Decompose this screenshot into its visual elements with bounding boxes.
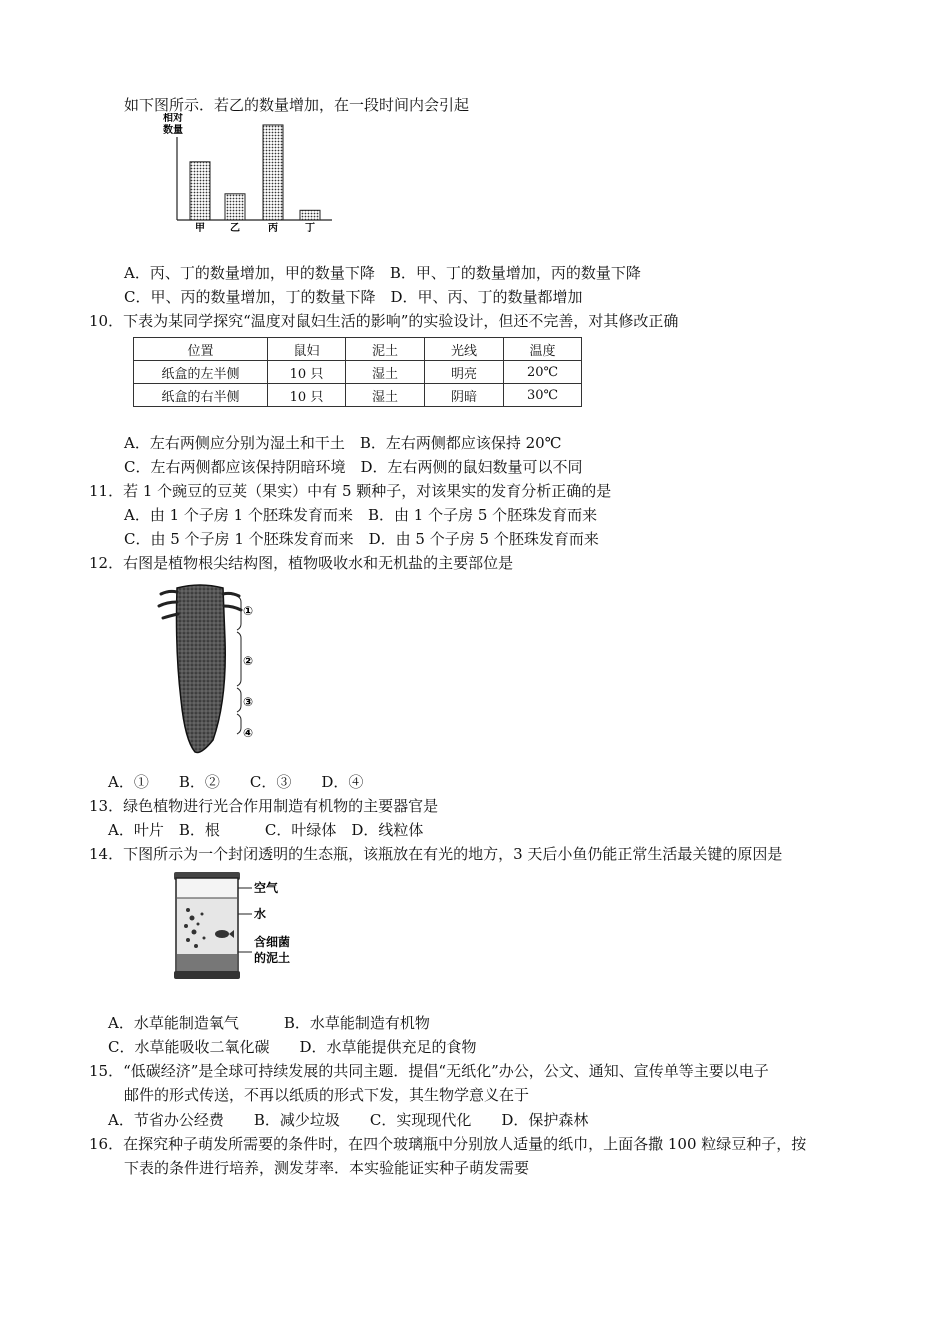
q13-options: A．叶片 B．根 C．叶绿体 D．线粒体	[108, 821, 424, 839]
table-header: 位置	[134, 338, 268, 361]
q16-number: 16．	[89, 1135, 124, 1153]
table-cell: 纸盒的右半侧	[134, 384, 268, 407]
table-header-row	[134, 338, 582, 361]
q10-number: 10．	[89, 312, 124, 330]
root-label-2: ②	[243, 654, 254, 668]
q15-question	[89, 1061, 769, 1081]
q12-number: 12．	[89, 554, 124, 572]
table-header: 鼠妇	[268, 338, 346, 361]
table-cell: 明亮	[425, 361, 504, 384]
table-cell: 20℃	[504, 361, 582, 384]
q11-question	[89, 481, 611, 501]
q10-option-line-1: A．左右两侧应分别为湿土和干土 B．左右两侧都应该保持 20℃	[124, 434, 562, 452]
q11-stem: 若 1 个豌豆的豆荚（果实）中有 5 颗种子，对该果实的发育分析正确的是	[123, 482, 612, 500]
q15-options: A．节省办公经费 B．减少垃圾 C．实现现代化 D．保护森林	[108, 1111, 589, 1129]
q10-question	[89, 311, 678, 331]
table-header: 泥土	[346, 338, 425, 361]
q16-stem-line-2: 下表的条件进行培养，测发芽率．本实验能证实种子萌发需要	[124, 1159, 530, 1177]
q12-question	[89, 553, 513, 573]
q12-options: A．① B．② C．③ D．④	[108, 773, 364, 791]
jar-label-soil-2: 的泥土	[254, 951, 291, 965]
q9-stem: 如下图所示．若乙的数量增加，在一段时间内会引起	[124, 96, 470, 114]
x-tick-label: 乙	[230, 223, 240, 233]
table-cell: 阴暗	[425, 384, 504, 407]
experiment-table	[133, 337, 582, 407]
fish-icon	[215, 930, 229, 938]
root-tip-body	[177, 585, 226, 753]
zone-bracket-2	[237, 632, 241, 686]
table-cell: 纸盒的左半侧	[134, 361, 268, 384]
q13-question	[89, 796, 438, 816]
q14-stem: 下图所示为一个封闭透明的生态瓶，该瓶放在有光的地方，3 天后小鱼仍能正常生活最关键的原因是	[123, 845, 783, 863]
table-row	[134, 384, 582, 407]
root-label-3: ③	[243, 695, 254, 709]
q11-option-line-1: A．由 1 个子房 1 个胚珠发育而来 B．由 1 个子房 5 个胚珠发育而来	[124, 506, 598, 524]
bottle-base	[174, 971, 240, 979]
table-cell: 湿土	[346, 384, 425, 407]
zone-bracket-1	[237, 596, 241, 630]
q13-stem: 绿色植物进行光合作用制造有机物的主要器官是	[123, 797, 439, 815]
x-tick-label: 甲	[195, 223, 205, 233]
x-tick-label: 丙	[268, 223, 278, 233]
q16-stem-line-1: 在探究种子萌发所需要的条件时，在四个玻璃瓶中分别放人适量的纸巾，上面各撒 100 粒绿豆种子，按	[123, 1135, 807, 1153]
table-header: 温度	[504, 338, 582, 361]
bar-丁	[300, 210, 320, 220]
q13-number: 13．	[89, 797, 124, 815]
table-cell: 30℃	[504, 384, 582, 407]
chart-ylabel-1: 相对	[163, 113, 183, 124]
table-header: 光线	[425, 338, 504, 361]
table-row	[134, 361, 582, 384]
root-label-4: ④	[243, 726, 254, 740]
table-cell: 10 只	[268, 384, 346, 407]
q9-option-line-1: A．丙、丁的数量增加，甲的数量下降 B．甲、丁的数量增加，丙的数量下降	[124, 264, 641, 282]
root-label-1: ①	[243, 604, 254, 618]
q14-option-line-2: C．水草能吸收二氧化碳 D．水草能提供充足的食物	[108, 1038, 477, 1056]
q16-question	[89, 1134, 806, 1154]
zone-bracket-3	[237, 688, 241, 712]
ecosystem-bottle-diagram	[168, 868, 298, 983]
bar-丙	[263, 125, 283, 220]
q11-option-line-2: C．由 5 个子房 1 个胚珠发育而来 D．由 5 个子房 5 个胚珠发育而来	[124, 530, 599, 548]
x-tick-label: 丁	[305, 223, 315, 233]
root-tip-diagram	[155, 580, 265, 760]
bar-乙	[225, 194, 245, 220]
q14-question	[89, 844, 782, 864]
q15-number: 15．	[89, 1062, 124, 1080]
q14-number: 14．	[89, 845, 124, 863]
q9-option-line-2: C．甲、丙的数量增加，丁的数量下降 D．甲、丙、丁的数量都增加	[124, 288, 583, 306]
chart-ylabel-2: 数量	[163, 125, 183, 136]
jar-label-air: 空气	[254, 881, 279, 895]
table-cell: 10 只	[268, 361, 346, 384]
q15-stem-line-1: “低碳经济”是全球可持续发展的共同主题．提倡“无纸化”办公，公文、通知、宣传单等主要以电子	[123, 1062, 769, 1080]
q10-option-line-2: C．左右两侧都应该保持阴暗环境 D．左右两侧的鼠妇数量可以不同	[124, 458, 583, 476]
jar-label-water: 水	[254, 907, 267, 921]
table-cell: 湿土	[346, 361, 425, 384]
q15-stem-line-2: 邮件的形式传送，不再以纸质的形式下发，其生物学意义在于	[124, 1086, 530, 1104]
q14-option-line-1: A．水草能制造氧气 B．水草能制造有机物	[108, 1014, 430, 1032]
bottle-soil	[177, 954, 237, 972]
q12-stem: 右图是植物根尖结构图，植物吸收水和无机盐的主要部位是	[123, 554, 514, 572]
q11-number: 11．	[89, 482, 124, 500]
q10-stem: 下表为某同学探究“温度对鼠妇生活的影响”的实验设计，但还不完善，对其修改正确	[123, 312, 679, 330]
population-bar-chart	[160, 113, 340, 233]
zone-bracket-4	[237, 714, 241, 734]
jar-label-soil-1: 含细菌	[254, 935, 291, 949]
bar-甲	[190, 162, 210, 220]
